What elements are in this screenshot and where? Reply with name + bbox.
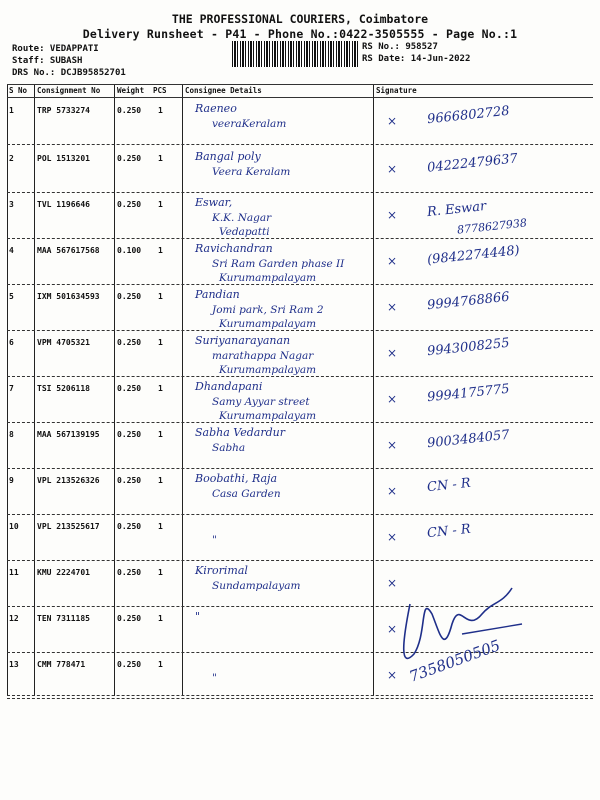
row-weight: 0.250 [117,476,142,485]
row-consignment-no: TEN 7311185 [37,614,90,623]
row-weight: 0.250 [117,338,142,347]
row-divider [7,560,593,561]
row-consignee-line1: Suriyanarayanan [195,334,291,347]
row-divider [7,330,593,331]
row-consignee-line1: Boobathi, Raja [195,472,278,485]
row-divider [7,192,593,193]
column-header-pcs: PCS [153,86,167,95]
drs-label: DRS No.: DCJB95852701 [12,68,126,78]
runsheet-table [7,84,593,696]
row-consignee-line1: Bangal poly [195,150,261,163]
row-weight: 0.250 [117,384,142,393]
staff-label: Staff: SUBASH [12,56,83,66]
row-consignment-no: VPM 4705321 [37,338,90,347]
row-weight: 0.100 [117,246,142,255]
row-weight: 0.250 [117,614,142,623]
row-consignee-line1: Ravichandran [195,242,273,255]
row-signature: 04222479637 [426,151,519,176]
row-consignee-line2: Veera Keralam [212,166,291,178]
row-pcs: 1 [158,106,163,115]
row-sno: 13 [9,660,19,669]
row-weight: 0.250 [117,430,142,439]
row-consignee-line2: Sundampalayam [212,580,301,592]
row-divider [7,468,593,469]
row-sno: 5 [9,292,14,301]
row-sno: 6 [9,338,14,347]
barcode [232,41,358,67]
row-divider [7,698,593,699]
row-divider [7,238,593,239]
row-consignee-line2: marathappa Nagar [212,350,314,362]
row-pcs: 1 [158,154,163,163]
runsheet-subtitle: Delivery Runsheet - P41 - Phone No.:0422-3505555 - Page No.:1 [82,27,518,41]
row-signature: CN - R [426,475,472,496]
row-sno: 10 [9,522,19,531]
column-header-consignment: Consignment No [37,86,101,95]
row-signature: (9842274448) [426,243,521,268]
row-consignee-line1: Sabha Vedardur [195,426,285,439]
row-consignment-no: MAA 567139195 [37,430,100,439]
runsheet-title: THE PROFESSIONAL COURIERS, Coimbatore [171,12,429,26]
check-mark-icon: × [387,438,398,452]
check-mark-icon: × [387,622,398,636]
row-signature: 9994175775 [426,381,511,406]
row-signature: 9003484057 [426,427,511,452]
row-pcs: 1 [158,522,163,531]
row-divider [7,422,593,423]
row-consignee-line3: Vedapatti [219,226,270,238]
row-weight: 0.250 [117,660,142,669]
row-weight: 0.250 [117,292,142,301]
row-pcs: 1 [158,384,163,393]
check-mark-icon: × [387,114,398,128]
row-weight: 0.250 [117,106,142,115]
check-mark-icon: × [387,392,398,406]
row-consignee-line3: Kurumampalayam [219,272,317,284]
rs-no-label: RS No.: 958527 [362,42,438,52]
check-mark-icon: × [387,484,398,498]
table-top-border [7,84,593,85]
row-consignment-no: MAA 567617568 [37,246,100,255]
column-divider [114,84,115,696]
table-border [7,84,8,696]
row-consignee-line1: Raeneo [195,102,237,115]
rs-date-label: RS Date: 14-Jun-2022 [362,54,471,64]
row-consignee-line3: Kurumampalayam [219,410,317,422]
row-sno: 11 [9,568,19,577]
check-mark-icon: × [387,346,398,360]
route-label: Route: VEDAPPATI [12,44,99,54]
row-consignee-line2: " [212,672,217,684]
row-sno: 4 [9,246,14,255]
row-consignment-no: POL 1513201 [37,154,90,163]
row-signature: 9994768866 [426,289,511,314]
row-sno: 9 [9,476,14,485]
row-consignee-line2: " [212,534,217,546]
row-consignment-no: IXM 501634593 [37,292,100,301]
row-signature-phone: 8778627938 [456,216,528,237]
row-consignment-no: TSI 5206118 [37,384,90,393]
row-consignee-line2: K.K. Nagar [212,212,272,224]
column-header-weight: Weight [117,86,145,95]
column-header-sno: S No [9,86,28,95]
check-mark-icon: × [387,254,398,268]
row-consignment-no: TRP 5733274 [37,106,90,115]
row-pcs: 1 [158,568,163,577]
row-consignee-line3: Kurumampalayam [219,318,317,330]
big-signature-phone: 7358050505 [406,636,503,686]
row-signature: 9666802728 [426,103,511,128]
row-weight: 0.250 [117,522,142,531]
row-weight: 0.250 [117,568,142,577]
row-divider [7,376,593,377]
column-divider [34,84,35,696]
check-mark-icon: × [387,530,398,544]
row-sno: 8 [9,430,14,439]
check-mark-icon: × [387,162,398,176]
row-consignee-line3: Kurumampalayam [219,364,317,376]
row-signature: 9943008255 [426,335,511,360]
row-sno: 2 [9,154,14,163]
column-divider [373,84,374,696]
row-consignment-no: VPL 213526326 [37,476,100,485]
row-consignment-no: CMM 778471 [37,660,86,669]
table-bottom-rule [7,695,593,696]
row-weight: 0.250 [117,200,142,209]
row-consignee-line2: Jomi park, Sri Ram 2 [212,304,324,316]
row-divider [7,514,593,515]
row-sno: 12 [9,614,19,623]
row-pcs: 1 [158,614,163,623]
row-consignee-line2: veeraKeralam [212,118,287,130]
row-sno: 1 [9,106,14,115]
row-weight: 0.250 [117,154,142,163]
row-consignment-no: VPL 213525617 [37,522,100,531]
row-pcs: 1 [158,660,163,669]
row-consignee-line1: Dhandapani [195,380,263,393]
row-sno: 7 [9,384,14,393]
check-mark-icon: × [387,576,398,590]
row-consignee-line1: " [195,610,201,623]
row-pcs: 1 [158,476,163,485]
row-signature: CN - R [426,521,472,542]
row-pcs: 1 [158,246,163,255]
row-pcs: 1 [158,200,163,209]
check-mark-icon: × [387,300,398,314]
row-consignment-no: TVL 1196646 [37,200,90,209]
row-pcs: 1 [158,430,163,439]
row-sno: 3 [9,200,14,209]
row-pcs: 1 [158,338,163,347]
row-consignee-line2: Samy Ayyar street [212,396,310,408]
row-divider [7,284,593,285]
check-mark-icon: × [387,668,398,682]
row-divider [7,144,593,145]
column-header-signature: Signature [376,86,417,95]
row-signature: R. Eswar [426,198,487,221]
row-consignee-line1: Pandian [195,288,240,301]
row-pcs: 1 [158,292,163,301]
row-consignee-line1: Kirorimal [195,564,248,577]
row-consignee-line2: Casa Garden [212,488,281,500]
header-divider [7,97,593,98]
row-consignee-line1: Eswar, [195,196,233,209]
column-header-details: Consignee Details [185,86,262,95]
column-divider [182,84,183,696]
row-consignee-line2: Sri Ram Garden phase II [212,258,345,270]
check-mark-icon: × [387,208,398,222]
row-consignee-line2: Sabha [212,442,246,454]
row-consignment-no: KMU 2224701 [37,568,90,577]
